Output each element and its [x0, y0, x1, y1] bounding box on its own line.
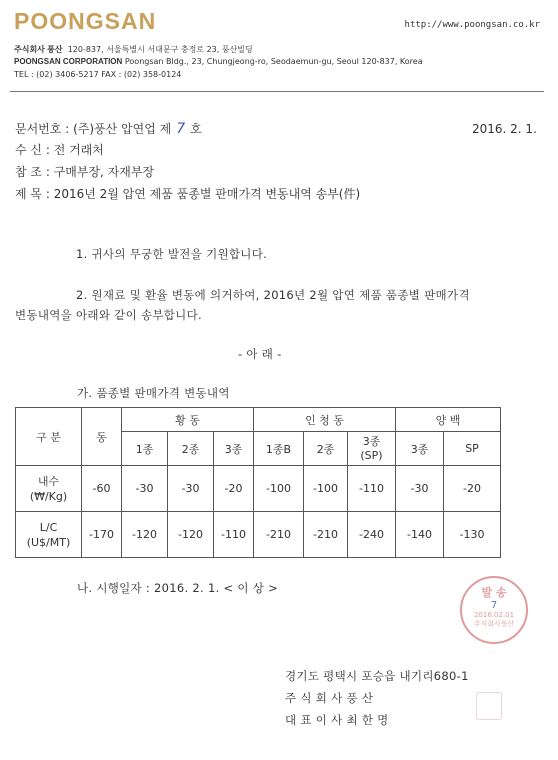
table-cell: -240 [348, 512, 396, 558]
table-cell: -110 [348, 466, 396, 512]
stamp-title: 발 송 [481, 586, 507, 599]
table-cell: -30 [122, 466, 168, 512]
en-address: Poongsan Bldg., 23, Chungjeong-ro, Seodaemun-gu, Seoul 120-837, Korea [124, 57, 423, 66]
th-sub: SP [444, 432, 501, 466]
table-cell: -140 [396, 512, 444, 558]
th-category: 구 분 [16, 408, 82, 466]
th-sub: 3종 (SP) [348, 432, 396, 466]
table-cell: -210 [254, 512, 304, 558]
table-row [16, 512, 501, 558]
doc-date: 2016. 2. 1. [472, 122, 537, 136]
table-row [16, 466, 501, 512]
tel-fax: TEL : (02) 3406-5217 FAX : (02) 358-0124 [14, 70, 182, 79]
table-cell: -120 [122, 512, 168, 558]
below-heading: - 아 래 - [238, 347, 282, 361]
stamp-number: 7 [490, 600, 498, 611]
table-cell: -120 [168, 512, 214, 558]
table-cell: -30 [168, 466, 214, 512]
doc-number-label: 문서번호 : [15, 122, 70, 136]
table-cell: -20 [444, 466, 501, 512]
price-change-table [15, 407, 501, 558]
kr-address-line [14, 44, 253, 55]
table-cell: -210 [304, 512, 348, 558]
company-url: http://www.poongsan.co.kr [404, 20, 540, 30]
th-sub: 1종 [122, 432, 168, 466]
company-logo: POONGSAN [14, 8, 157, 34]
dispatch-stamp [460, 576, 528, 644]
recipient-label: 수 신 : [15, 143, 50, 157]
en-company-name: POONGSAN CORPORATION [14, 57, 123, 66]
table-cell: -130 [444, 512, 501, 558]
subject-value: 2016년 2월 압연 제품 품종별 판매가격 변동내역 송부(件) [53, 187, 361, 201]
stamp-date: 2016.02.01 [473, 611, 515, 619]
table-cell: -20 [214, 466, 254, 512]
recipient-value: 전 거래처 [53, 143, 104, 157]
footer-address: 경기도 평택시 포승읍 내기리680-1 [285, 669, 469, 683]
th-sub: 2종 [304, 432, 348, 466]
th-copper: 동 [82, 408, 122, 466]
footer-ceo: 대 표 이 사 최 한 명 [285, 713, 389, 727]
recipient [15, 141, 104, 158]
subject-label: 제 목 : [15, 187, 50, 201]
th-sub: 2종 [168, 432, 214, 466]
section-b-effective-date: 나. 시행일자 : 2016. 2. 1. < 이 상 > [77, 581, 279, 595]
th-nickel-silver: 양 백 [396, 408, 501, 432]
paragraph-2-line-2: 변동내역을 아래와 같이 송부합니다. [15, 308, 202, 322]
table-cell: -100 [304, 466, 348, 512]
company-seal [476, 692, 502, 720]
row-label: 내수 (₩/Kg) [16, 466, 82, 512]
th-phosphor-bronze: 인 청 동 [254, 408, 396, 432]
table-header-row-1 [16, 408, 501, 432]
table-cell: -30 [396, 466, 444, 512]
doc-number [15, 120, 202, 137]
th-sub: 3종 [214, 432, 254, 466]
th-sub: 3종 [396, 432, 444, 466]
doc-number-value: (주)풍산 압연업 제 [73, 122, 172, 136]
table-cell: -110 [214, 512, 254, 558]
paragraph-1: 1. 귀사의 무궁한 발전을 기원합니다. [76, 247, 268, 261]
stamp-company: 주식회사풍산 [473, 620, 515, 628]
table-cell: -170 [82, 512, 122, 558]
th-sub: 1종B [254, 432, 304, 466]
subject [15, 185, 360, 202]
kr-address: 120-837, 서울특별시 서대문구 충정로 23, 풍산빌딩 [67, 45, 253, 54]
row-label: L/C (U$/MT) [16, 512, 82, 558]
section-a-heading: 가. 품종별 판매가격 변동내역 [77, 386, 230, 400]
kr-company-name: 주식회사 풍산 [14, 45, 63, 54]
reference-label: 참 조 : [15, 165, 50, 179]
reference-value: 구매부장, 자재부장 [53, 165, 155, 179]
footer-company: 주 식 회 사 풍 산 [285, 691, 374, 705]
table-cell: -60 [82, 466, 122, 512]
header-divider [10, 91, 544, 92]
table-cell: -100 [254, 466, 304, 512]
doc-number-suffix: 호 [190, 122, 202, 136]
reference [15, 163, 154, 180]
en-address-line [14, 57, 423, 66]
th-brass: 황 동 [122, 408, 254, 432]
doc-number-handwritten: 7 [176, 121, 186, 137]
paragraph-2-line-1: 2. 원재료 및 환율 변동에 의거하여, 2016년 2월 압연 제품 품종별 판매가격 [76, 288, 470, 302]
